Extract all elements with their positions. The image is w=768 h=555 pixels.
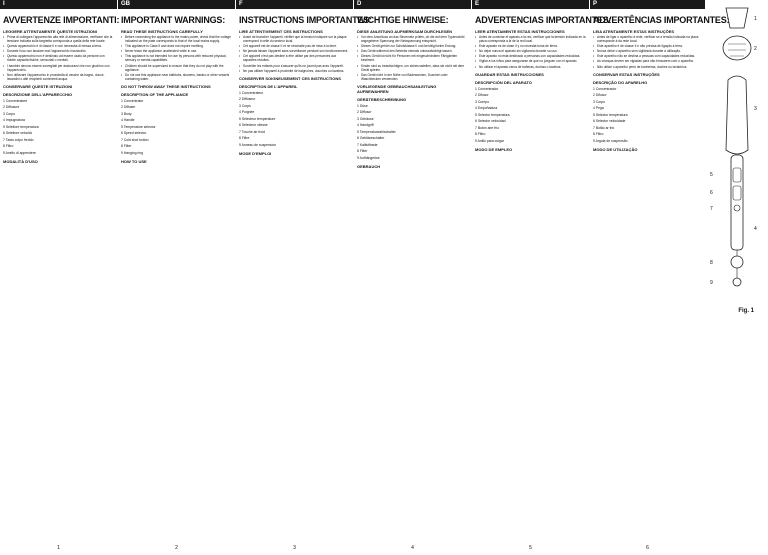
column-body bbox=[239, 29, 350, 156]
callout-3: 3 bbox=[754, 106, 757, 112]
subheading: DESCRIPCIÓN DEL APARATO bbox=[475, 79, 532, 85]
page-number: 6 bbox=[646, 545, 649, 551]
bullet-item: • Das Gerät nicht in der Nähe von Badewannen, Duschen oder Waschbecken verwenden. bbox=[357, 72, 448, 81]
subheading: MODALITÀ D'USO bbox=[3, 159, 38, 165]
bullet-item: • Ne pas utiliser l'appareil à proximité de baignoires, douches ou lavabos. bbox=[239, 68, 345, 73]
bullet-item: • Cet appareil est de classe II et ne nécessite pas de mise à la terre. bbox=[239, 44, 338, 49]
bullet-item: • Este aparelho não se destina a pessoas com capacidades reduzidas. bbox=[593, 54, 695, 59]
part-item: 1 Concentrador bbox=[475, 86, 499, 91]
column-body bbox=[357, 29, 468, 169]
part-item: 3 Corpo bbox=[593, 99, 606, 104]
part-item: 8 Filter bbox=[121, 144, 132, 149]
callout-7: 7 bbox=[710, 206, 713, 212]
bullet-item: • Durante l'uso non lasciare mai l'apparecchio incustodito. bbox=[3, 49, 87, 54]
subheading: LEIA ATENTAMENTE ESTAS INSTRUÇÕES bbox=[593, 29, 675, 34]
page-number: 3 bbox=[293, 545, 296, 551]
part-item: 5 Temperature selector bbox=[121, 124, 156, 129]
part-item: 7 Botón aire frío bbox=[475, 125, 500, 130]
subheading: LEER ATENTAMENTE ESTAS INSTRUCCIONES bbox=[475, 29, 565, 34]
page-number: 5 bbox=[529, 545, 532, 551]
language-tab: GB bbox=[118, 0, 235, 9]
part-item: 1 Concentrateur bbox=[239, 90, 264, 95]
language-tab: P bbox=[590, 0, 705, 9]
bullet-item: • Este aparato no está destinado a personas con capacidades reducidas. bbox=[475, 54, 581, 59]
figure-column bbox=[706, 0, 768, 555]
subheading: CONSERVAR ESTAS INSTRUÇÕES bbox=[593, 71, 660, 77]
part-item: 3 Gehäuse bbox=[357, 116, 374, 121]
part-item: 2 Difusor bbox=[593, 93, 607, 98]
part-item: 8 Filtro bbox=[3, 144, 14, 149]
bullet-item: • Dieses Gerät gehört zur Schutzklasse II und benötigt keine Erdung. bbox=[357, 44, 457, 49]
column-gb bbox=[118, 0, 235, 555]
bullet-item: • This appliance is not intended for use by persons with reduced physical, sensory or mental capabilities. bbox=[121, 54, 227, 63]
part-item: 9 Anillo para colgar bbox=[475, 138, 504, 143]
bullet-item: • Kinder sind zu beaufsichtigen, um sicherzustellen, dass sie nicht mit dem Gerät spielen. bbox=[357, 63, 465, 72]
bullet-item: • Este aparato es de clase II y no necesita toma de tierra. bbox=[475, 44, 558, 49]
switch-drawing bbox=[733, 186, 741, 200]
part-item: 4 Impugnatura bbox=[3, 118, 25, 123]
bullet-item: • Antes de ligar o aparelho à rede, verificar se a tensão indicada na placa corresponde à da rede local. bbox=[593, 35, 699, 44]
language-tab: F bbox=[236, 0, 353, 9]
callout-9: 9 bbox=[710, 280, 713, 286]
subheading: READ THESE INSTRUCTIONS CAREFULLY bbox=[121, 29, 203, 34]
part-item: 6 Selector velocidade bbox=[593, 119, 626, 124]
part-item: 1 Düse bbox=[357, 103, 368, 108]
part-item: 7 Tasto colpo freddo bbox=[3, 137, 34, 142]
part-item: 4 Handle bbox=[121, 118, 135, 123]
part-item: 8 Filtre bbox=[239, 136, 250, 141]
column-body bbox=[3, 29, 114, 164]
subheading: GERÄTEBESCHREIBUNG bbox=[357, 96, 407, 102]
subheading: HOW TO USE bbox=[121, 159, 147, 165]
subheading: DIESE ANLEITUNG AUFMERKSAM DURCHLESEN bbox=[357, 29, 453, 34]
switch-drawing bbox=[733, 168, 741, 182]
part-item: 5 Selector temperatura bbox=[593, 112, 628, 117]
bullet-item: • Never leave the appliance unattended while in use. bbox=[121, 49, 198, 54]
section-title: INSTRUCTIONS IMPORTANTES: bbox=[239, 15, 372, 25]
bullet-item: • No dejar nunca el aparato sin vigilancia durante su uso. bbox=[475, 49, 558, 54]
part-item: 2 Difusor bbox=[475, 93, 489, 98]
page-number: 4 bbox=[411, 545, 414, 551]
callout-4: 4 bbox=[754, 226, 757, 232]
subheading: DO NOT THROW AWAY THESE INSTRUCTIONS bbox=[121, 83, 211, 89]
subheading: MODE D'EMPLOI bbox=[239, 151, 272, 157]
subheading: LEGGERE ATTENTAMENTE QUESTE ISTRUZIONI bbox=[3, 29, 97, 34]
ring-drawing bbox=[733, 278, 741, 286]
language-tab: D bbox=[354, 0, 471, 9]
bullet-item: • I bambini devono essere sorvegliati per assicurarsi che non giochino con l'apparecchio. bbox=[3, 63, 110, 72]
bullet-item: • Do not use this appliance near bathtubs, showers, basins or other vessels containing water. bbox=[121, 72, 230, 81]
section-title: IMPORTANT WARNINGS: bbox=[121, 15, 226, 25]
bullet-item: • Vigilar a los niños para asegurarse de que no jueguen con el aparato. bbox=[475, 59, 578, 64]
part-item: 8 Filtro bbox=[593, 132, 604, 137]
part-item: 9 Argola de suspensão bbox=[593, 138, 628, 143]
part-item: 6 Selector velocidad bbox=[475, 119, 506, 124]
callout-5: 5 bbox=[710, 172, 713, 178]
part-item: 6 Gebläseschalter bbox=[357, 136, 385, 141]
page-number: 1 bbox=[57, 545, 60, 551]
column-body bbox=[475, 29, 586, 152]
concentrator-drawing bbox=[726, 8, 748, 28]
part-item: 5 Sélecteur température bbox=[239, 116, 276, 121]
part-item: 1 Concentrator bbox=[121, 98, 144, 103]
section-title: ADVERTÊNCIAS IMPORTANTES: bbox=[593, 15, 730, 25]
bullet-item: • Este aparelho é de classe II e não precisa de ligação à terra. bbox=[593, 44, 683, 49]
part-item: 9 Hanging ring bbox=[121, 150, 144, 155]
bullet-item: • Children should be supervised to ensure that they do not play with the appliance. bbox=[121, 63, 224, 72]
subheading: CONSERVER SOIGNEUSEMENT CES INSTRUCTIONS bbox=[239, 75, 341, 81]
bullet-item: • Surveiller les enfants pour s'assurer qu'ils ne jouent pas avec l'appareil. bbox=[239, 63, 344, 68]
callout-1: 1 bbox=[754, 16, 757, 22]
subheading: MODO DE EMPLEO bbox=[475, 147, 513, 153]
bullet-item: • Dieses Gerät ist nicht für Personen mit eingeschränkten Fähigkeiten bestimmt. bbox=[357, 54, 458, 63]
bullet-item: • Não utilize o aparelho perto de banheiras, duches ou lavatórios. bbox=[593, 64, 688, 69]
part-item: 4 Pega bbox=[593, 106, 604, 111]
part-item: 8 Filtro bbox=[475, 132, 486, 137]
subheading: DESCRIÇÃO DO APARELHO bbox=[593, 79, 648, 85]
part-item: 6 Selettore velocità bbox=[3, 131, 32, 136]
part-item: 1 Concentratore bbox=[3, 98, 28, 103]
bullet-item: • Das Gerät während des Betriebs niemals unbeaufsichtigt lassen. bbox=[357, 49, 453, 54]
part-item: 7 Cold shot button bbox=[121, 137, 149, 142]
column-body bbox=[593, 29, 702, 152]
dryer-body-drawing bbox=[726, 76, 748, 154]
button-drawing bbox=[734, 205, 740, 211]
bullet-item: • As crianças devem ser vigiadas para não brincarem com o aparelho. bbox=[593, 59, 695, 64]
part-item: 8 Filter bbox=[357, 149, 368, 154]
part-item: 6 Speed selector bbox=[121, 131, 147, 136]
part-item: 5 Selector temperatura bbox=[475, 112, 510, 117]
diffuser-drawing bbox=[723, 36, 751, 60]
part-item: 7 Kaltlufttaste bbox=[357, 142, 378, 147]
bullet-item: • Non utilizzare l'apparecchio in prossimità di vasche da bagno, docce, lavandini o altri recipienti contenenti acqua. bbox=[3, 72, 105, 81]
subheading: DESCRIZIONE DELL'APPARECCHIO bbox=[3, 91, 73, 97]
column-d bbox=[354, 0, 471, 555]
bullet-item: • Nunca deixe o aparelho sem vigilância durante a utilização. bbox=[593, 49, 681, 54]
subheading: DESCRIPTION DE L'APPAREIL bbox=[239, 83, 298, 89]
page-number: 2 bbox=[175, 545, 178, 551]
part-item: 9 Anneau de suspension bbox=[239, 142, 277, 147]
part-item: 3 Cuerpo bbox=[475, 99, 489, 104]
bullet-item: • Avant de brancher l'appareil, vérifier que la tension indiquée sur la plaque correspond à celle du secteur local. bbox=[239, 35, 347, 44]
bullet-item: • Questo apparecchio è di classe II e non necessita di messa a terra. bbox=[3, 44, 102, 49]
part-item: 3 Body bbox=[121, 111, 132, 116]
column-p bbox=[590, 0, 730, 555]
bullet-item: • Before connecting the appliance to the mains power, check that the voltage indicated on the plate corresponds to that of the local mains supply. bbox=[121, 35, 231, 44]
filter-drawing bbox=[731, 256, 743, 268]
part-item: 4 Empuñadura bbox=[475, 106, 498, 111]
callout-2: 2 bbox=[754, 46, 757, 52]
subheading: VORLIEGENDE GEBRAUCHSANLEITUNG AUFBEWAHREN bbox=[357, 83, 437, 94]
bullet-item: • Ne jamais laisser l'appareil sans surveillance pendant son fonctionnement. bbox=[239, 49, 349, 54]
section-title: WICHTIGE HINWEISE: bbox=[357, 15, 449, 25]
part-item: 6 Sélecteur vitesse bbox=[239, 123, 268, 128]
bullet-item: • Cet appareil n'est pas destiné à être utilisé par des personnes aux capacités réduites. bbox=[239, 54, 337, 63]
subheading: GEBRAUCH bbox=[357, 164, 381, 170]
part-item: 9 Anello di appendere bbox=[3, 150, 36, 155]
bullet-item: • Questo apparecchio non è destinato ad essere usato da persone con ridotte capacità fisiche, sensoriali o mentali. bbox=[3, 54, 105, 63]
bullet-item: • No utilizar el aparato cerca de bañeras, duchas o lavabos. bbox=[475, 64, 562, 69]
part-item: 4 Handgriff bbox=[357, 123, 374, 128]
part-item: 7 Touche air froid bbox=[239, 129, 265, 134]
subheading: LIRE ATTENTIVEMENT CES INSTRUCTIONS bbox=[239, 29, 323, 34]
part-item: 2 Diffusor bbox=[357, 110, 372, 115]
part-item: 5 Temperaturwahlschalter bbox=[357, 129, 396, 134]
bullet-item: • Prima di collegare l'apparecchio alla rete di alimentazione, verificare che la tensione indicata sulla targhetta corrisponda a quella della rete locale. bbox=[3, 35, 113, 44]
part-item: 1 Concentrador bbox=[593, 86, 617, 91]
hair-dryer-illustration bbox=[706, 0, 768, 300]
bullet-item: • This appliance is Class II and does not require earthing. bbox=[121, 44, 204, 49]
figure-label: Fig. 1 bbox=[738, 308, 754, 314]
part-item: 2 Diffusore bbox=[3, 105, 20, 110]
part-item: 2 Diffuseur bbox=[239, 97, 256, 102]
part-item: 2 Diffuser bbox=[121, 105, 136, 110]
section-title: ADVERTENCIAS IMPORTANTES: bbox=[475, 15, 612, 25]
language-tab: I bbox=[0, 0, 117, 9]
callout-8: 8 bbox=[710, 260, 713, 266]
part-item: 4 Poignée bbox=[239, 110, 255, 115]
part-item: 9 Aufhängeöse bbox=[357, 155, 380, 160]
part-item: 5 Selettore temperatura bbox=[3, 124, 39, 129]
subheading: GUARDAR ESTAS INSTRUCCIONES bbox=[475, 71, 544, 77]
bullet-item: • Antes de conectar el aparato a la red, verificar que la tensión indicada en la placa corresponda a la de la red local. bbox=[475, 35, 586, 44]
language-tab: E bbox=[472, 0, 589, 9]
column-it bbox=[0, 0, 120, 555]
subheading: CONSERVARE QUESTE ISTRUZIONI bbox=[3, 83, 73, 89]
part-item: 3 Corpo bbox=[3, 111, 16, 116]
bullet-item: • Vor dem Anschluss an das Stromnetz prüfen, ob die auf dem Typenschild angegebene Spannung der Netzspannung entspricht. bbox=[357, 35, 465, 44]
subheading: MODO DE UTILIZAÇÃO bbox=[593, 147, 638, 153]
callout-6: 6 bbox=[710, 190, 713, 196]
column-body bbox=[121, 29, 232, 164]
part-item: 3 Corps bbox=[239, 103, 251, 108]
subheading: DESCRIPTION OF THE APPLIANCE bbox=[121, 91, 189, 97]
section-title: AVVERTENZE IMPORTANTI: bbox=[3, 15, 120, 25]
part-item: 7 Botão ar frio bbox=[593, 125, 615, 130]
